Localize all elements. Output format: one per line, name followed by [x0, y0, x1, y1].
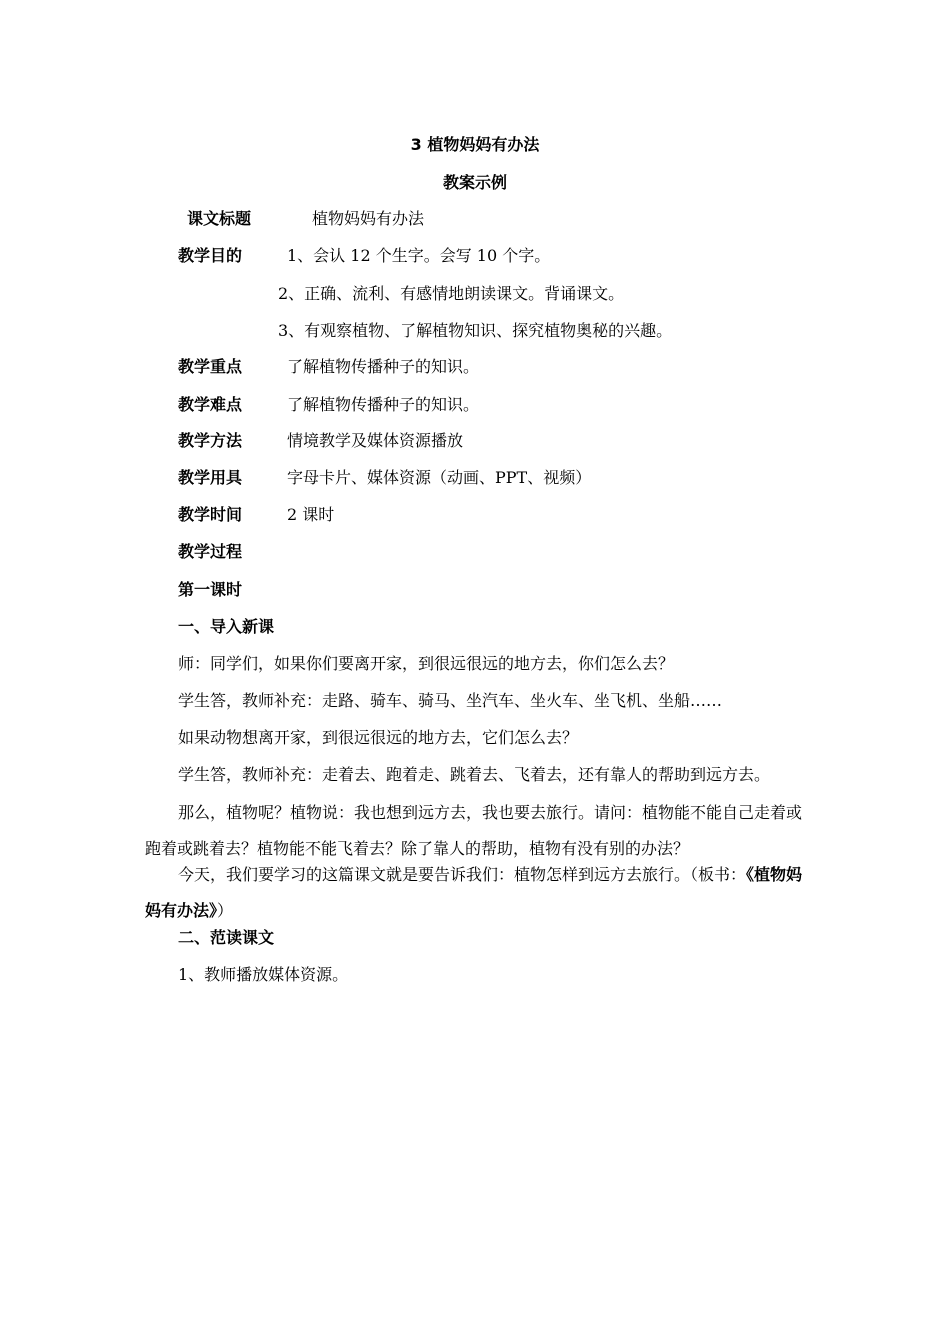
- goal-item-3: 3、有观察植物、了解植物知识、探究植物奥秘的兴趣。: [278, 321, 673, 340]
- lesson-line-1: 师：同学们，如果你们要离开家，到很远很远的地方去，你们怎么去？: [178, 654, 675, 673]
- lesson-line-2: 学生答，教师补充：走路、骑车、骑马、坐汽车、坐火车、坐飞机、坐船……: [178, 691, 723, 710]
- lesson-paragraph-2: [145, 857, 810, 929]
- goal-item-2: 2、正确、流利、有感情地朗读课文。背诵课文。: [278, 284, 625, 303]
- lesson-line-4: 学生答，教师补充：走着去、跑着走、跳着去、飞着去，还有靠人的帮助到远方去。: [178, 765, 771, 784]
- paragraph-2-text: 今天，我们要学习的这篇课文就是要告诉我们：植物怎样到远方去旅行。（板书：: [178, 865, 747, 884]
- process-label: 教学过程: [178, 542, 243, 561]
- lesson-line-3: 如果动物想离开家，到很远很远的地方去，它们怎么去？: [178, 728, 579, 747]
- topic-label: 课文标题: [187, 209, 252, 228]
- key-label: 教学重点: [178, 357, 243, 376]
- section-heading-2: 二、范读课文: [178, 928, 275, 947]
- paragraph-2-bold-title: 《植物妈妈有办法》: [145, 865, 803, 920]
- lesson-paragraph-1: 那么，植物呢？植物说：我也想到远方去，我也要去旅行。请问：植物能不能自己走着或跑着或跳着去？植物能不能飞着去？除了靠人的帮助，植物有没有别的办法？: [145, 803, 803, 858]
- lesson-line-5: 1、教师播放媒体资源。: [178, 965, 349, 984]
- paragraph-2-end: ）: [217, 901, 234, 920]
- goal-label: 教学目的: [178, 246, 243, 265]
- topic-value: 植物妈妈有办法: [312, 209, 425, 228]
- time-label: 教学时间: [178, 505, 243, 524]
- tools-label: 教学用具: [178, 468, 243, 487]
- difficulty-label: 教学难点: [178, 395, 243, 414]
- time-value: 2 课时: [287, 505, 335, 524]
- document-subtitle: 教案示例: [442, 173, 507, 192]
- difficulty-value: 了解植物传播种子的知识。: [287, 395, 480, 414]
- document-title: 3 植物妈妈有办法: [410, 135, 540, 154]
- goal-item-1: 1、会认 12 个生字。会写 10 个字。: [287, 246, 551, 265]
- tools-value: 字母卡片、媒体资源（动画、PPT、视频）: [287, 468, 592, 487]
- section-heading-1: 一、导入新课: [178, 617, 275, 636]
- method-label: 教学方法: [178, 431, 243, 450]
- method-value: 情境教学及媒体资源播放: [287, 431, 464, 450]
- key-value: 了解植物传播种子的知识。: [287, 357, 480, 376]
- period-heading: 第一课时: [178, 580, 243, 599]
